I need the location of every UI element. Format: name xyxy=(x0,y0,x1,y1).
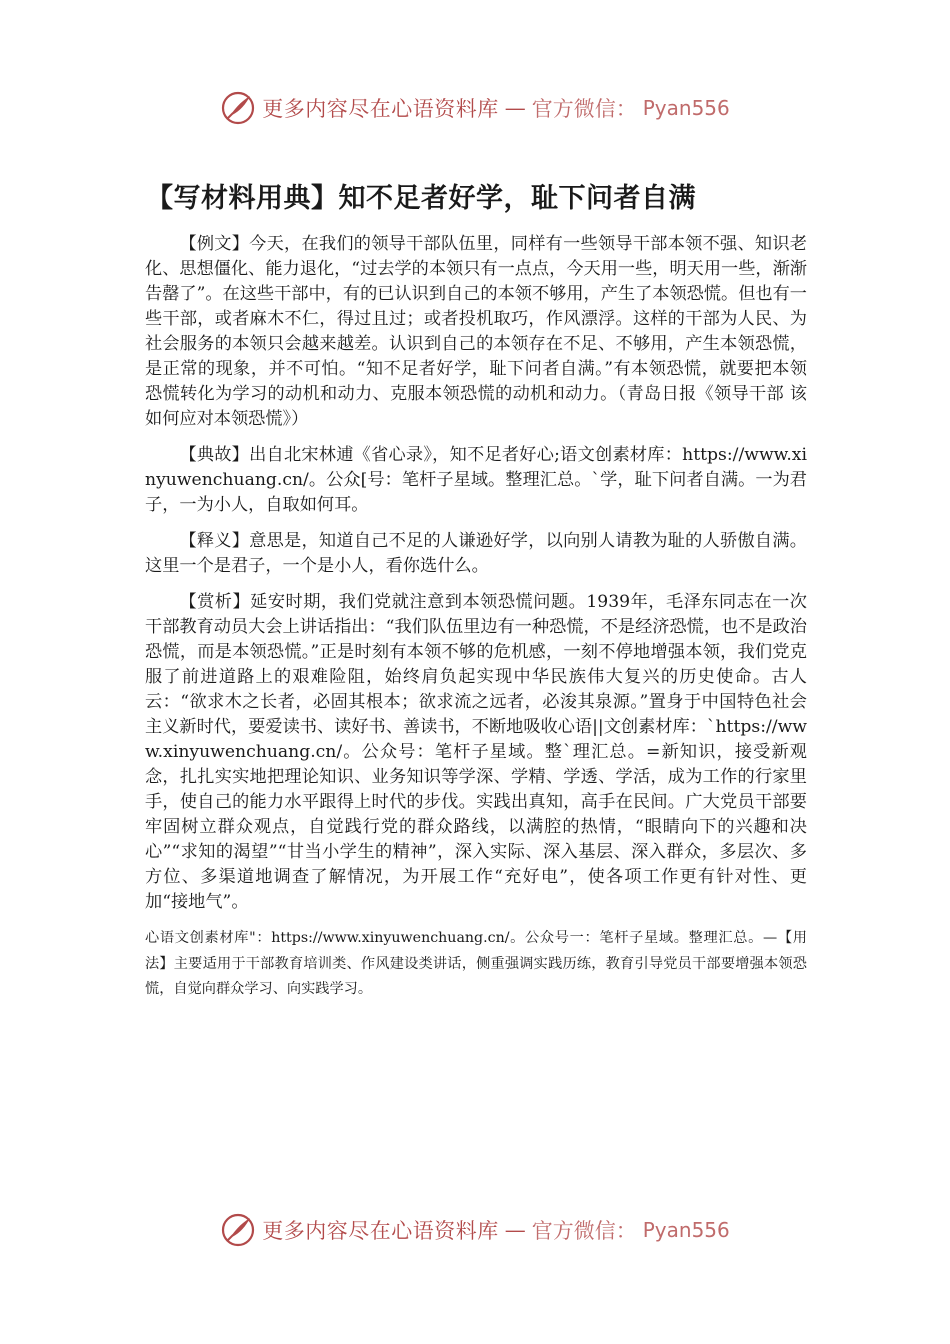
header-banner xyxy=(0,86,950,130)
banner-wechat-id: Pyan556 xyxy=(642,1218,730,1242)
article-body xyxy=(145,232,807,1003)
paragraph-example: 【例文】今天，在我们的领导干部队伍里，同样有一些领导干部本领不强、知识老化、思想僵化、能力退化，“过去学的本领只有一点点，今天用一些，明天用一些，渐渐告罄了”。在这些干部中，有的已认识到自己的本领不够用，产生了本领恐慌。但也有一些干部，或者麻木不仁，得过且过；或者投机取巧，作风漂浮。这样的干部为人民、为社会服务的本领只会越来越差。认识到自己的本领存在不足、不够用，产生本领恐慌，是正常的现象，并不可怕。“知不足者好学，耻下问者自满。”有本领恐慌，就要把本领恐慌转化为学习的动机和动力、克服本领恐慌的动机和动力。（青岛日报《领导干部 该如何应对本领恐慌》） xyxy=(145,234,807,429)
paragraph-usage: 心语文创素材库"：https://www.xinyuwenchuang.cn/。公众号一：笔杆子星域。整理汇总。—【用法】主要适用于干部教育培训类、作风建设类讲话，侧重强调实践历练，教育引导党员干部要增强本领恐慌，自觉向群众学习、向实践学习。 xyxy=(145,930,807,997)
page-title: 【写材料用典】知不足者好学，耻下问者自满 xyxy=(146,183,696,214)
banner-separator: — xyxy=(504,1218,526,1242)
banner-text: 更多内容尽在心语资料库 xyxy=(262,97,499,121)
banner-wechat-id: Pyan556 xyxy=(642,96,730,120)
banner-wechat-label: 官方微信： xyxy=(531,97,637,121)
quill-logo-icon xyxy=(220,90,256,126)
paragraph-allusion: 【典故】出自北宋林逋《省心录》，知不足者好心;语文创素材库：https://www.xinyuwenchuang.cn/。公众[号：笔杆子星域。整理汇总。`学，耻下问者自满。一为君子，一为小人，自取如何耳。 xyxy=(145,445,807,515)
paragraph-analysis: 【赏析】延安时期，我们党就注意到本领恐慌问题。1939年，毛泽东同志在一次干部教育动员大会上讲话指出：“我们队伍里边有一种恐慌，不是经济恐慌，也不是政治恐慌，而是本领恐慌。”正是时刻有本领不够的危机感，一刻不停地增强本领，我们党克服了前进道路上的艰难险阻，始终肩负起实现中华民族伟大复兴的历史使命。古人云：“欲求木之长者，必固其根本；欲求流之远者，必浚其泉源。”置身于中国特色社会主义新时代，要爱读书、读好书、善读书，不断地吸收心语||文创素材库：`https://www.xinyuwenchuang.cn/。公众号：笔杆子星域。整`理汇总。=新知识，接受新观念，扎扎实实地把理论知识、业务知识等学深、学精、学透、学活，成为工作的行家里手，使自己的能力水平跟得上时代的步伐。实践出真知，高手在民间。广大党员干部要牢固树立群众观点，自觉践行党的群众路线，以满腔的热情，“眼睛向下的兴趣和决心”“求知的渴望”“甘当小学生的精神”，深入实际、深入基层、深入群众，多层次、多方位、多渠道地调查了解情况，为开展工作“充好电”，使各项工作更有针对性、更加“接地气”。 xyxy=(145,592,807,912)
banner-separator: — xyxy=(504,96,526,120)
banner-text: 更多内容尽在心语资料库 xyxy=(262,1219,499,1243)
footer-banner xyxy=(0,1208,950,1252)
quill-logo-icon xyxy=(220,1212,256,1248)
paragraph-meaning: 【释义】意思是，知道自己不足的人谦逊好学，以向别人请教为耻的人骄傲自满。这里一个是君子，一个是小人，看你选什么。 xyxy=(145,531,807,576)
banner-wechat-label: 官方微信： xyxy=(531,1219,637,1243)
